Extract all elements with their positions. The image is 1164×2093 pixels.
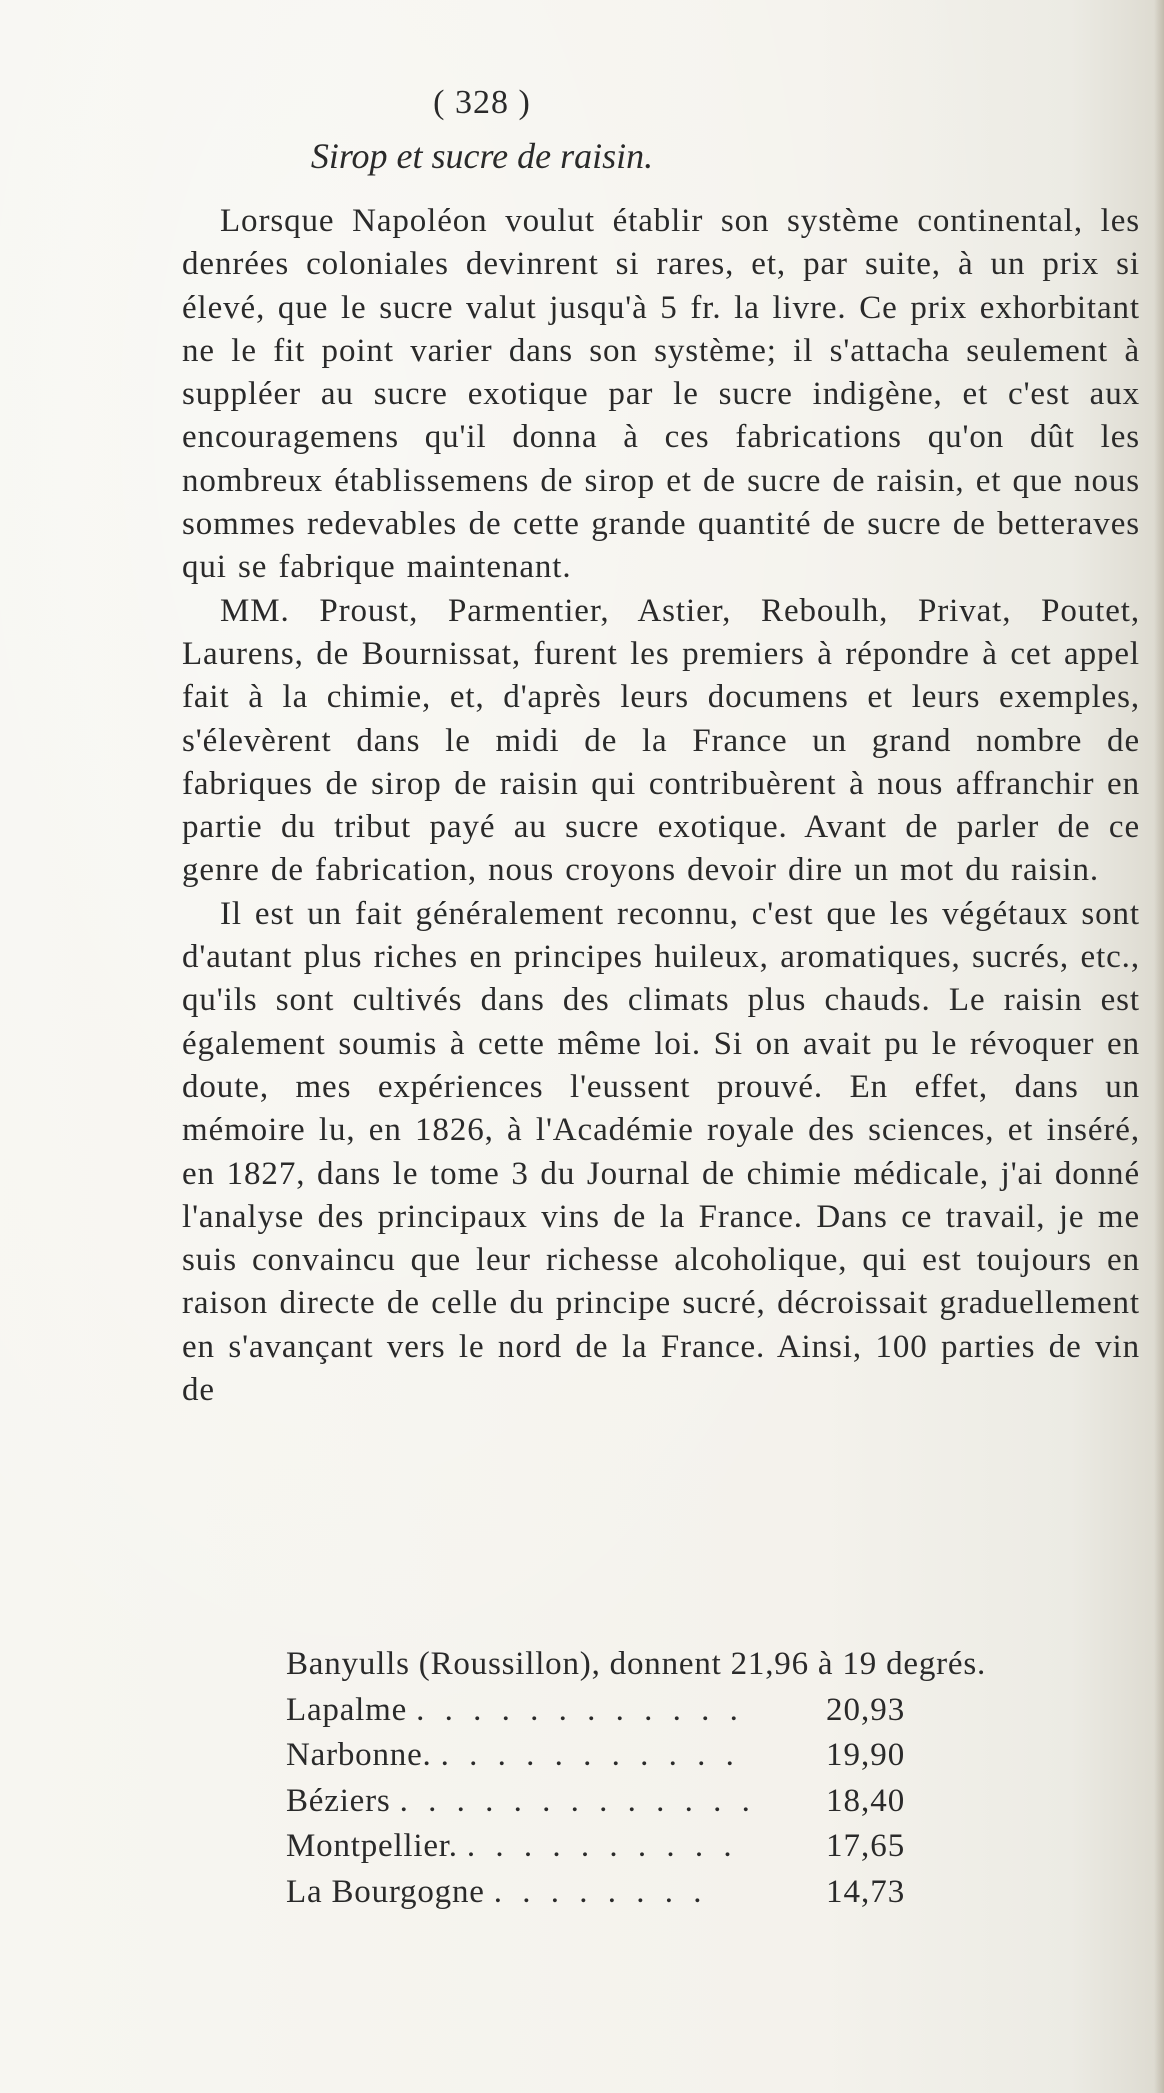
wine-name: Narbonne. . . . . . . . . . . . — [286, 1737, 740, 1773]
paragraph-2: MM. Proust, Parmentier, Astier, Reboulh, Privat, Poutet, Laurens, de Bournissat, furent les premiers à répondre à cet appel fait à la chimie, et, d'après leurs documens et leurs exemples, s'élevèrent dans le midi de la France un grand nombre de fabriques de sirop de raisin qui contribuèrent à nous affranchir en partie du tribut payé au sucre exotique. Avant de parler de ce genre de fabrication, nous croyons devoir dire un mot du raisin. — [182, 592, 1140, 889]
wine-degree: 20,93 — [826, 1691, 906, 1728]
leader-dots: . . . . . . . . . . . — [440, 1737, 740, 1773]
wine-row — [286, 1824, 1164, 1870]
section-title: Sirop et sucre de raisin. — [310, 136, 654, 176]
leader-dots: . . . . . . . . . . . . . — [399, 1782, 756, 1819]
wine-row — [286, 1733, 1164, 1779]
wine-alcohol-table — [286, 1642, 1164, 1915]
wine-degree: 18,40 — [826, 1782, 906, 1819]
wine-row — [286, 1870, 1164, 1916]
wine-row — [286, 1779, 1164, 1825]
wine-name: Lapalme . . . . . . . . . . . . — [286, 1691, 744, 1728]
text-block — [182, 80, 1140, 1412]
paragraph-3: Il est un fait généralement reconnu, c'est que les végétaux sont d'autant plus riches en principes huileux, aromatiques, sucrés, etc., qu'ils sont cultivés dans des climats plus chauds. Le raisin est également soumis à cette même loi. Si on avait pu le révoquer en doute, mes expériences l'eussent prouvé. En effet, dans un mémoire lu, en 1826, à l'Académie royale des sciences, et inséré, en 1827, dans le tome 3 du Journal de chimie médicale, j'ai donné l'analyse des principaux vins de la France. Dans ce travail, je me suis convaincu que leur richesse alcoholique, qui est toujours en raison directe de celle du principe sucré, décroissait graduellement en s'avançant vers le nord de la France. Ainsi, 100 parties de vin de — [182, 895, 1140, 1409]
wine-name: Béziers . . . . . . . . . . . . . — [286, 1782, 756, 1819]
wine-degree: 14,73 — [826, 1873, 906, 1910]
leader-dots: . . . . . . . . — [493, 1873, 708, 1910]
leader-dots: . . . . . . . . . . — [466, 1828, 738, 1864]
wine-degree: 17,65 — [826, 1828, 906, 1864]
page-number: ( 328 ) — [433, 84, 531, 121]
wine-name: La Bourgogne . . . . . . . . — [286, 1873, 708, 1910]
wine-name: Montpellier. . . . . . . . . . . — [286, 1828, 738, 1864]
wine-row-banyulls — [286, 1642, 1164, 1688]
wine-row-text: Banyulls (Roussillon), donnent 21,96 à 19 degrés. — [286, 1646, 987, 1682]
paragraph-1: Lorsque Napoléon voulut établir son système continental, les denrées coloniales devinrent si rares, et, par suite, à un prix si élevé, que le sucre valut jusqu'à 5 fr. la livre. Ce prix exhorbitant ne le fit point varier dans son système; il s'attacha seulement à suppléer au sucre exotique par le sucre indigène, et c'est aux encouragemens qu'il donna à ces fabrications qu'on dût les nombreux établissemens de sirop et de sucre de raisin, et que nous sommes redevables de cette grande quantité de sucre de betteraves qui se fabrique maintenant. — [182, 203, 1140, 586]
wine-row — [286, 1688, 1164, 1734]
leader-dots: . . . . . . . . . . . . — [416, 1691, 744, 1728]
wine-degree: 19,90 — [826, 1737, 906, 1773]
